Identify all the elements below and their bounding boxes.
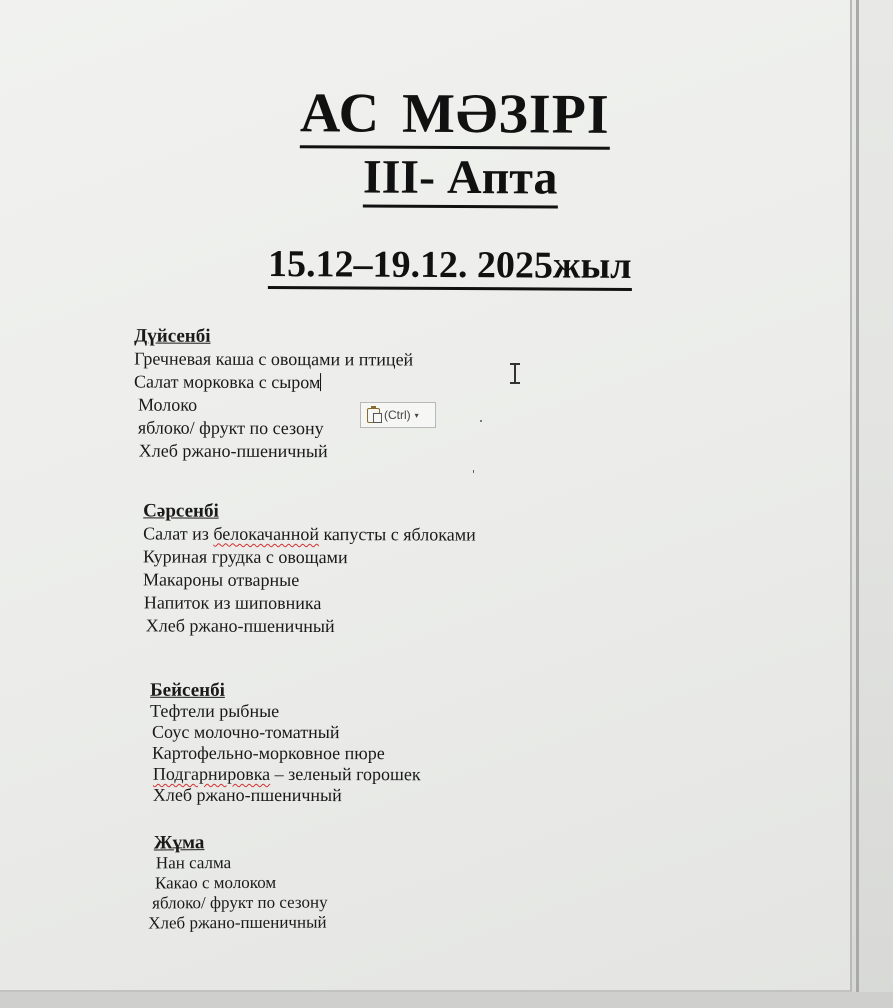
menu-item: Соус молочно-томатный (152, 721, 340, 743)
menu-item-text: капусты с яблоками (318, 524, 476, 545)
menu-item: Куриная грудка с овощами (143, 546, 348, 568)
day-heading: Жұма (153, 832, 205, 854)
week-label: ІІІ- Апта (363, 150, 558, 208)
menu-item: Гречневая каша с овощами и птицей (134, 348, 414, 370)
spellcheck-word[interactable]: Подгарнировка (152, 763, 271, 784)
menu-item: Хлеб ржано-пшеничный (148, 912, 327, 933)
day-heading: Дүйсенбі (134, 325, 211, 347)
menu-item: Хлеб ржано-пшеничный (152, 784, 342, 806)
day-section-friday (150, 833, 328, 934)
chevron-down-icon: ▾ (414, 410, 419, 420)
menu-item: Молоко (137, 394, 198, 415)
paste-options-label: (Ctrl) (384, 408, 411, 422)
screen-speck (480, 420, 482, 422)
menu-item: Хлеб ржано-пшеничный (145, 615, 335, 637)
day-heading: Бейсенбі (150, 679, 225, 701)
menu-item: яблоко/ фрукт по сезону (137, 417, 324, 439)
spellcheck-word[interactable]: белокачанной (213, 523, 320, 545)
bottom-frame (0, 992, 893, 1008)
menu-item: Тефтели рыбные (150, 700, 280, 721)
clipboard-paste-icon (367, 408, 380, 423)
day-section-wednesday (143, 499, 476, 638)
menu-item: Напиток из шиповника (143, 592, 322, 614)
menu-item-with-caret[interactable] (134, 371, 413, 395)
menu-item: Картофельно-морковное пюре (151, 742, 385, 764)
day-section-thursday (150, 680, 421, 806)
paste-options-button[interactable] (360, 402, 436, 428)
document-subtitle (363, 149, 558, 205)
day-section-monday (134, 325, 414, 464)
menu-item (150, 764, 421, 785)
title-word-maziri: МӘЗІРІ (401, 82, 610, 146)
day-heading: Сәрсенбі (143, 500, 219, 522)
page-edge (856, 0, 859, 1008)
text-ibeam-cursor-icon (509, 362, 521, 384)
menu-item-text: – зеленый горошек (270, 763, 421, 785)
menu-item: яблоко/ фрукт по сезону (152, 892, 328, 913)
menu-item: Хлеб ржано-пшеничный (138, 440, 328, 462)
date-range: 15.12–19.12. 2025жыл (268, 243, 632, 291)
menu-item: Нан салма (155, 853, 232, 873)
title-word-as: АС (299, 82, 381, 145)
document-title (300, 81, 610, 147)
menu-item: Какао с молоком (154, 872, 277, 893)
menu-item-text: Салат из (143, 523, 214, 544)
screen-speck (473, 470, 474, 473)
menu-item: Макароны отварные (142, 569, 300, 590)
menu-item (143, 522, 476, 546)
date-range-heading (268, 242, 632, 288)
menu-item-text: Салат морковка с сыром (134, 371, 321, 393)
text-caret (320, 373, 321, 391)
